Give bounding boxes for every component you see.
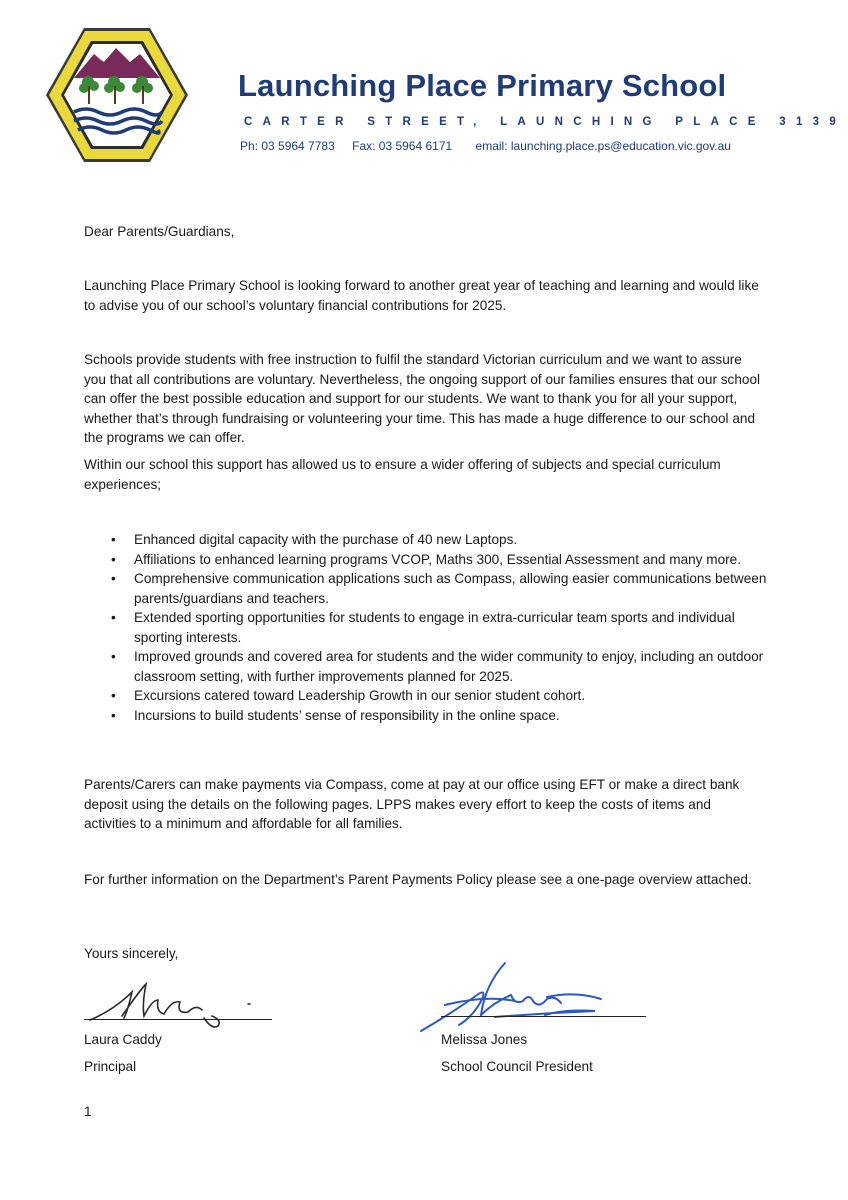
list-item (84, 686, 774, 706)
phone-number: Ph: 03 5964 7783 (240, 139, 335, 153)
paragraph-payments: Parents/Carers can make payments via Compass, come at pay at our office using EFT or make a direct bank deposit using the details on the following pages. LPPS makes every effort to keep the costs of items and activities to a minimum and affordable for all families. (84, 777, 740, 831)
principal-name: Laura Caddy (84, 1032, 162, 1047)
bullet-icon: • (111, 649, 116, 664)
list-item (84, 569, 774, 608)
page-number: 1 (84, 1104, 92, 1119)
contact-line (240, 139, 731, 153)
list-item-text: Affiliations to enhanced learning programs VCOP, Maths 300, Essential Assessment and many more. (134, 551, 742, 567)
email-address: email: launching.place.ps@education.vic.gov.au (475, 139, 731, 153)
council-president-title: School Council President (441, 1059, 593, 1074)
bullet-icon: • (111, 571, 116, 586)
list-item (84, 530, 774, 550)
paragraph-support: Within our school this support has allowed us to ensure a wider offering of subjects and special curriculum experiences; (84, 457, 721, 492)
bullet-icon: • (111, 688, 116, 703)
bullet-icon: • (111, 707, 116, 723)
bullet-icon: • (111, 551, 116, 567)
signature-line (84, 1019, 272, 1020)
greeting: Dear Parents/Guardians, (84, 224, 235, 239)
principal-signature (84, 970, 284, 1040)
list-item-text: Excursions catered toward Leadership Growth in our senior student cohort. (134, 688, 586, 703)
list-item-text: Improved grounds and covered area for students and the wider community to enjoy, including an outdoor classroom setting, with further improvements planned for 2025. (134, 649, 764, 684)
council-president-name: Melissa Jones (441, 1032, 528, 1047)
list-item (84, 706, 774, 726)
paragraph-intro: Launching Place Primary School is looking forward to another great year of teaching and learning and would like to advise you of our school’s voluntary financial contributions for 2025. (84, 278, 759, 313)
paragraph-policy: For further information on the Department’s Parent Payments Policy please see a one-page overview attached. (84, 872, 752, 887)
signature-line (441, 1016, 646, 1017)
list-item-text: Comprehensive communication applications such as Compass, allowing easier communications between parents/guardians and teachers. (134, 571, 767, 606)
fax-number: Fax: 03 5964 6171 (352, 139, 453, 153)
list-item (84, 608, 774, 647)
school-address: CARTER STREET, LAUNCHING PLACE 3139 (244, 116, 847, 128)
list-item-text: Enhanced digital capacity with the purchase of 40 new Laptops. (134, 532, 518, 547)
list-item-text: Incursions to build students’ sense of responsibility in the online space. (134, 707, 560, 723)
paragraph-contributions: Schools provide students with free instruction to fulfil the standard Victorian curriculum and we want to assure you that all contributions are voluntary. Nevertheless, the ongoing support of our families ensures that our school can offer the best possible education and support for our students. We want to thank you for all your support, whether that’s through fundraising or volunteering your time. This has made a huge difference to our school and the programs we can offer. (84, 352, 761, 445)
list-item (84, 647, 774, 686)
bullet-icon: • (111, 610, 116, 625)
principal-title: Principal (84, 1059, 137, 1074)
support-list (84, 530, 774, 725)
list-item-text: Extended sporting opportunities for students to engage in extra-curricular team sports and individual sporting interests. (134, 610, 735, 645)
list-item (84, 550, 774, 570)
school-crest-logo (42, 24, 192, 166)
closing: Yours sincerely, (84, 946, 179, 961)
school-name: Launching Place Primary School (238, 68, 727, 103)
bullet-icon: • (111, 532, 116, 547)
